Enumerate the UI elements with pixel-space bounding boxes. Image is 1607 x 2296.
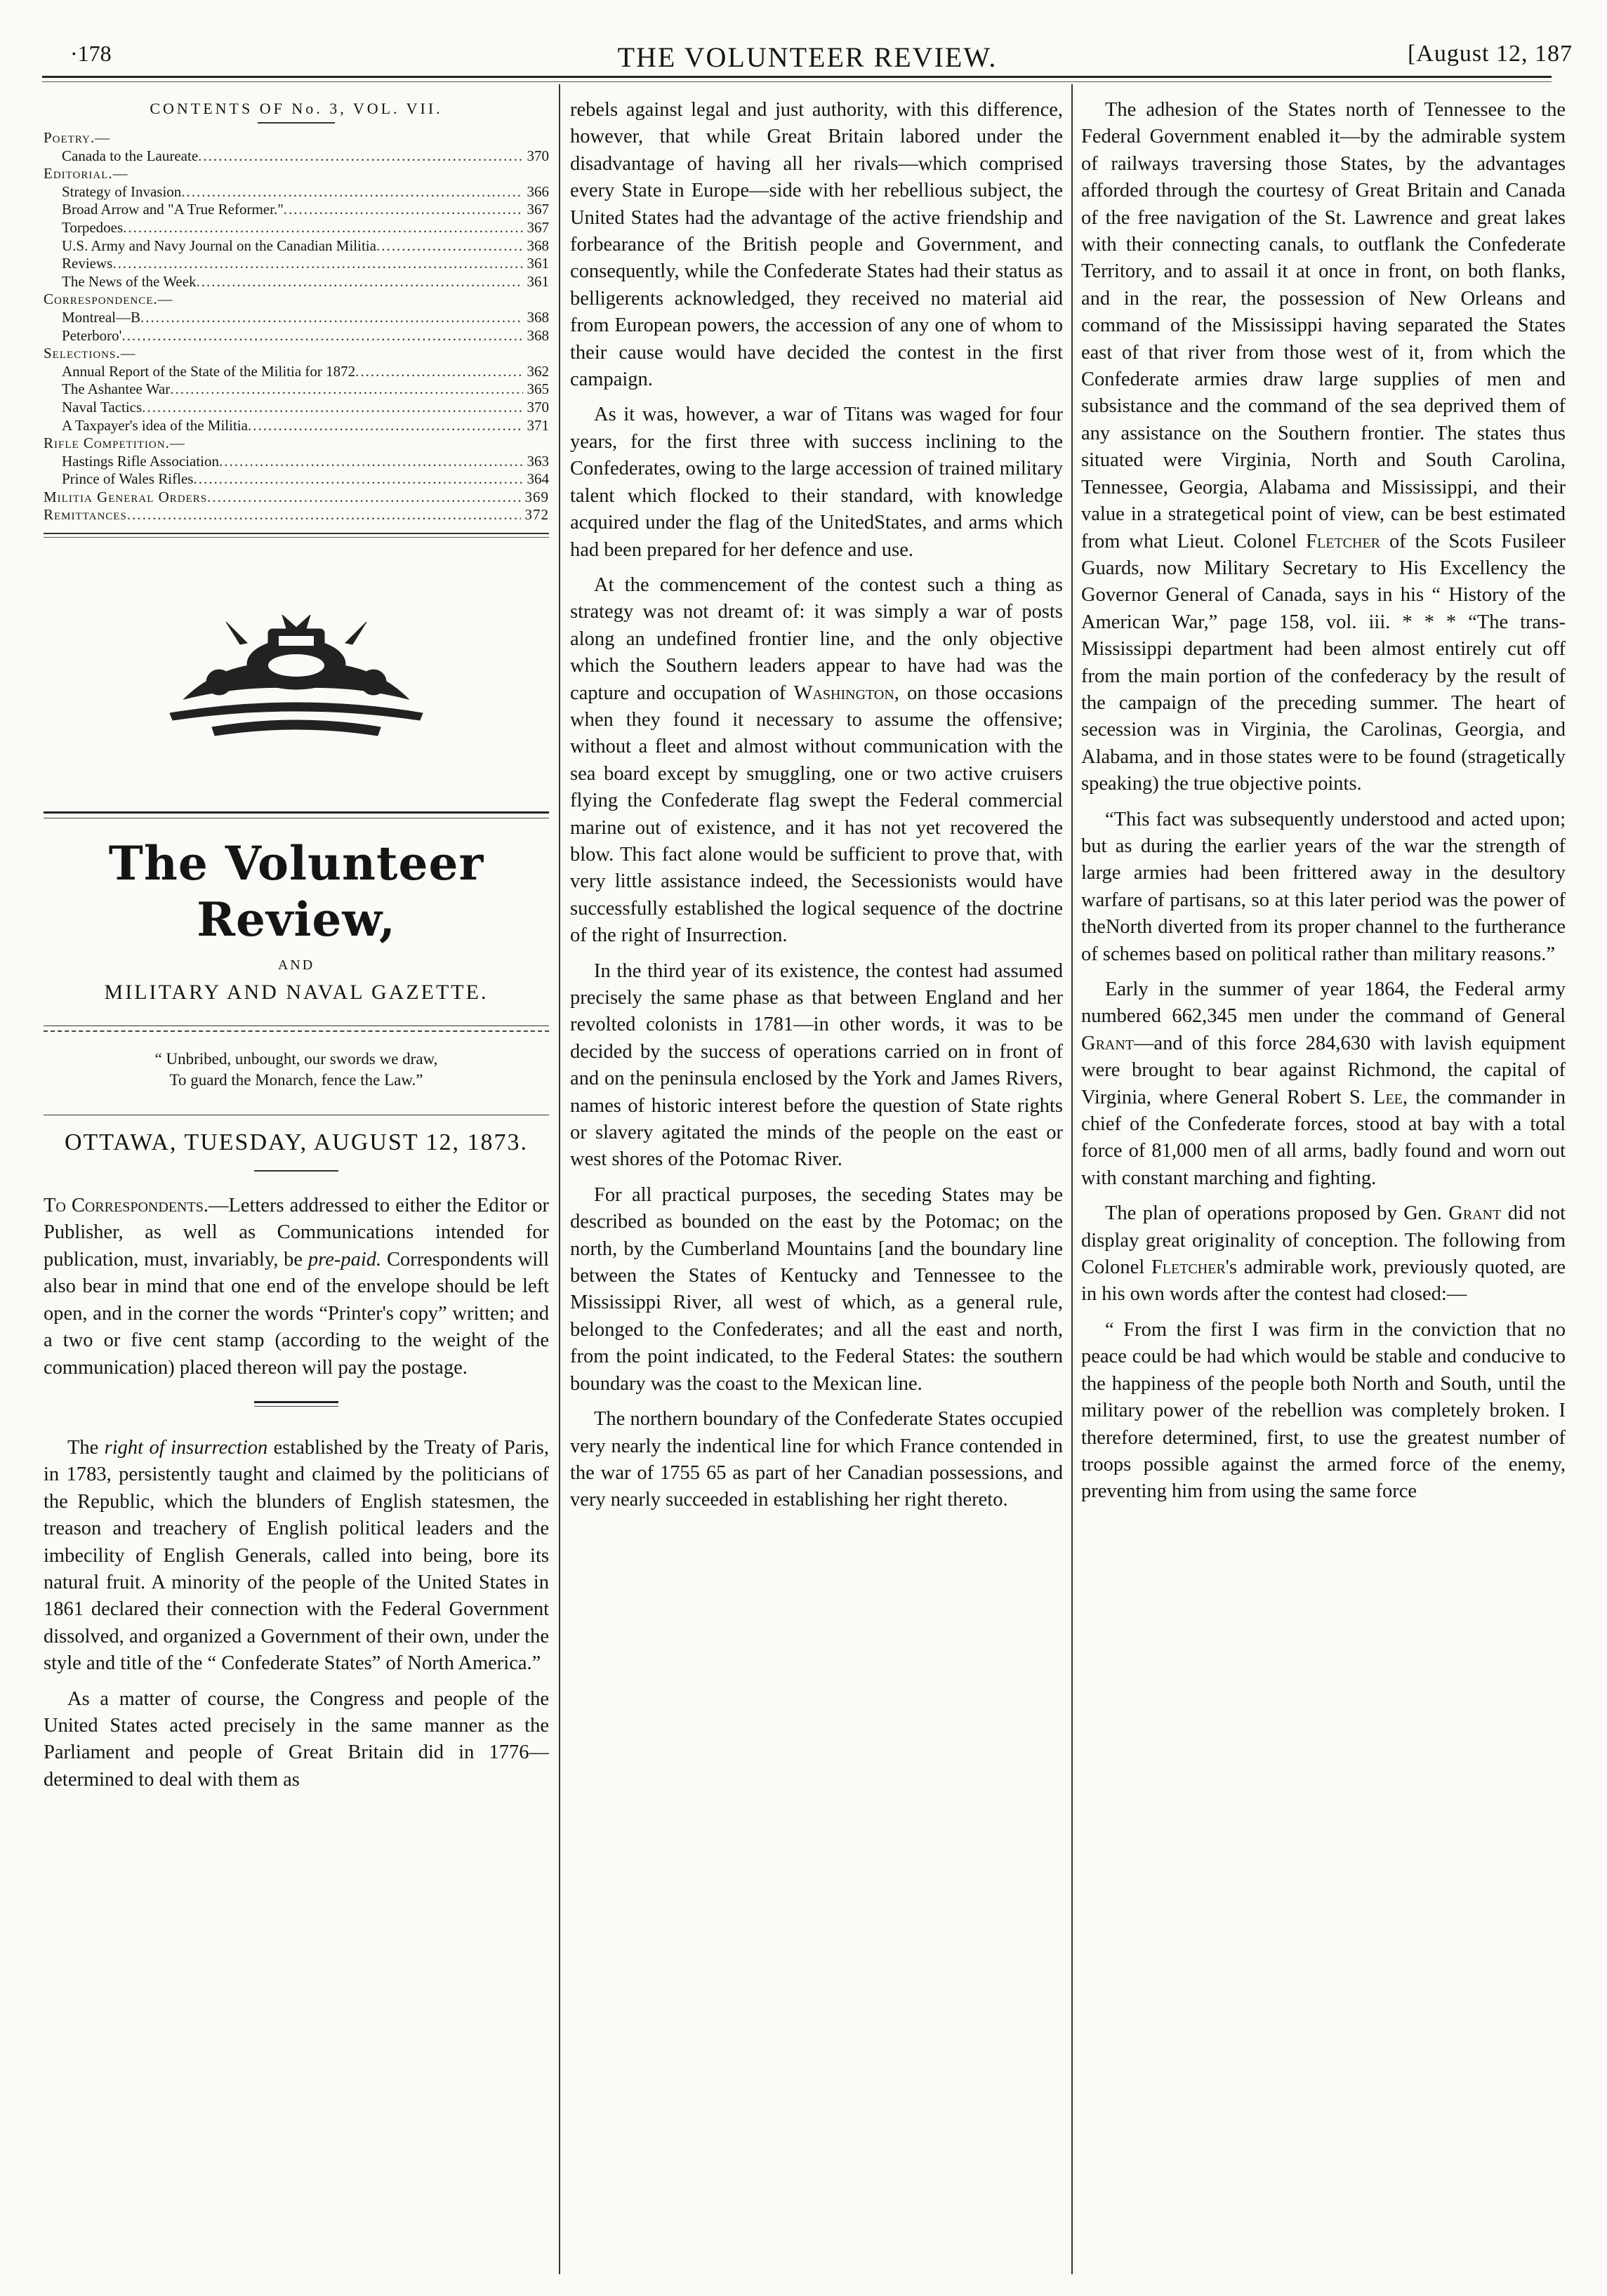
masthead-title: The Volunteer Review, [108, 836, 484, 948]
masthead [44, 811, 549, 1172]
contents-section-heading: Selections.— [44, 345, 136, 362]
contents-page-number: 361 [527, 255, 549, 272]
masthead-subtitle: MILITARY AND NAVAL GAZETTE. [104, 981, 489, 1004]
masthead-and: AND [277, 957, 315, 974]
contents-page-number: 369 [524, 488, 549, 505]
contents-leader-dots [193, 470, 522, 489]
contents-entry [44, 380, 549, 399]
contents-leader-dots [219, 453, 523, 471]
contents-entry-title: Prince of Wales Rifles [62, 470, 194, 488]
text-run: The plan of operations proposed by Gen. [1105, 1202, 1449, 1225]
article-paragraph: rebels against legal and just authority, with this difference, however, that while Great Britain labored under the disadvantage of having all her rivals—which comprised every State in Europe—side with her rebellious subject, the United States had the advantage of the active friendship and forbearance of the British people and Government, and consequently, while the Confederate States had their status as belligerents acknowledged, they received no material aid from European powers, the accession of any one of whom to their cause would have decided the contest in the first campaign. [570, 99, 1063, 391]
contents-entry [44, 453, 549, 471]
contents-entry [44, 147, 549, 166]
article-paragraph [570, 572, 1063, 950]
contents-page-number: 363 [527, 452, 549, 470]
contents-page-number: 367 [527, 201, 549, 218]
dateline: OTTAWA, TUESDAY, AUGUST 12, 1873. [64, 1129, 529, 1156]
dateline-short-rule [254, 1170, 338, 1172]
contents-leader-dots [112, 255, 522, 273]
issue-date: [August 12, 187 [1407, 41, 1573, 67]
column-3 [1081, 97, 1566, 2238]
running-title: THE VOLUNTEER REVIEW. [617, 41, 998, 73]
contents-entry [44, 237, 549, 256]
small-caps-run: Grant [1081, 1032, 1135, 1054]
contents-entry-title: The Ashantee War [62, 380, 171, 398]
small-caps-run: Grant [1448, 1202, 1502, 1225]
article-paragraph: As a matter of course, the Congress and people of the United States acted precisely in the same manner as the Parliament and people of Great Britain did in 1776—determined to deal with them as [44, 1687, 549, 1791]
text-run: , the commander in chief of the Confederate forces, stood at bay with a total force of 81,000 men of all arms, badly found and worn out with constant marching and fighting. [1081, 1086, 1566, 1189]
text-run: Early in the summer of year 1864, the Federal army numbered 662,345 men under the command of General [1081, 978, 1566, 1028]
contents-page-number: 364 [527, 470, 549, 488]
contents-end-rule-thin [44, 537, 549, 538]
contents-leader-dots [198, 147, 522, 166]
article-paragraph [44, 1435, 549, 1678]
contents-entry-title: U.S. Army and Navy Journal on the Canadian Militia [62, 237, 376, 254]
article-paragraph: “ From the first I was firm in the conviction that no peace could be had which would be stable and conducive to the happiness of the people both North and South, until the military power of the rebellion was completely broken. I therefore determined, first, to use the greatest number of troops possible against the armed force of the enemy, preventing him from using the same force [1081, 1318, 1566, 1503]
contents-entry [44, 327, 549, 345]
text-run: —and of this force 284,630 with lavish equipment were brought to bear against Richmond, the capital of Virginia, where General Robert S. [1081, 1032, 1566, 1108]
contents-leader-dots [248, 417, 523, 435]
crest-emblem-icon [142, 615, 451, 748]
article-paragraph: For all practical purposes, the seceding States may be described as bounded on the east by the Potomac; on the north, by the Cumberland Mountains [and the boundary line between the States of Kentucky and Tennessee to the Mississippi River, all west of which, as a general rule, belonged to the Confederates; and all the east and north, from the point indicated, to the Federal States: the southern boundary was the coast to the Mexican line. [570, 1183, 1063, 1395]
contents-entry-title: Canada to the Laureate [62, 147, 199, 164]
masthead-rule [44, 811, 549, 814]
contents-leader-dots [181, 183, 522, 201]
contents-leader-dots [123, 219, 522, 237]
notice-emphasis: pre-paid. [307, 1248, 382, 1270]
article-paragraph: The northern boundary of the Confederate States occupied very nearly the indentical line for which France contended in the war of 1755 65 as part of her Canadian possessions, and very nearly succeeded in establishing her right thereto. [570, 1408, 1063, 1511]
column-rule-1 [559, 84, 560, 2274]
header-rule-thin [42, 81, 1552, 82]
contents-page-number: 365 [527, 380, 549, 398]
contents-leader-dots [127, 506, 521, 524]
contents-section-heading: Editorial.— [44, 165, 128, 183]
contents-leader-dots [142, 399, 522, 417]
contents-page-number: 368 [527, 308, 549, 326]
article-paragraph [1081, 1200, 1566, 1308]
small-caps-run: Fletcher [1306, 530, 1381, 552]
text-run: At the commencement of the contest such a thing as strategy was not dreamt of: it was simply a war of posts along an undefined frontier line, and the only objective which the Southern leaders appear to have had was the capture and occupation of [570, 573, 1063, 704]
small-caps-run: Lee [1373, 1086, 1403, 1108]
contents-page-number: 362 [527, 362, 549, 380]
contents-entry-title: Remittances [44, 506, 127, 524]
text-run: established by the Treaty of Paris, in 1783, persistently taught and claimed by the politicians of the Republic, which the blunders of English statesmen, the treason and treachery of English political leaders and the imbecility of English Generals, called into being, bore its natural fruit. A minority of the people of the United States in 1861 declared their connection with the Federal Government dissolved, and organized a Government of their own, under the style and title of the “ Confederate States” of North America.” [44, 1436, 549, 1675]
emphasis-run: right of insurrection [104, 1436, 268, 1459]
contents-leader-dots [355, 363, 522, 381]
text-run: , on those occasions when they found it necessary to assume the offensive; without a fleet and almost without communication with the sea board except by smuggling, one or two active cruisers flying the Confederate flag swept the Federal commercial marine out of existence, and it has not yet recovered the blow. This fact alone would be sufficient to prove that, with very little assistance indeed, the Secessionists would have successfully established the logical sequence of the doctrine of the right of Insurrection. [570, 682, 1063, 947]
contents-entry-title: Militia General Orders [44, 488, 208, 505]
contents-title: CONTENTS OF No. 3, VOL. VII. [150, 100, 443, 117]
page-number: ·178 [70, 41, 112, 66]
text-run: The [67, 1436, 105, 1459]
contents-entry-title: Torpedoes [62, 218, 124, 236]
contents-entry-title: Strategy of Invasion [62, 183, 182, 200]
contents-entry-title: Montreal—B [62, 308, 140, 326]
contents-entry-title: A Taxpayer's idea of the Militia [62, 416, 248, 434]
contents-section-heading: Poetry.— [44, 129, 111, 146]
contents-page-number: 370 [527, 147, 549, 164]
contents-entry [44, 183, 549, 201]
contents-page-number: 372 [524, 506, 549, 524]
contents-leader-dots [207, 489, 520, 507]
motto-line-2: To guard the Monarch, fence the Law.” [169, 1071, 423, 1089]
contents-leader-dots [140, 309, 523, 327]
contents-page-number: 368 [527, 237, 549, 254]
contents-entry [44, 399, 549, 417]
article-paragraph: In the third year of its existence, the contest had assumed precisely the same phase as that between England and her revolted colonists in 1781—in other words, it was to be decided by the success of operations carried on in front of and on the peninsula enclosed by the York and James Rivers, names of historic interest before the question of State rights or slavery agitated the minds of the people on the east or west shores of the Potomac River. [570, 960, 1063, 1171]
contents-section-heading [44, 489, 549, 507]
motto-line-1: “ Unbribed, unbought, our swords we draw, [154, 1050, 438, 1068]
article-paragraph [1081, 97, 1566, 798]
article-paragraph: As it was, however, a war of Titans was waged for four years, for the first three with success inclining to the Confederates, owing to the large accession of trained military talent which flocked to their standard, with knowledge acquired under the flag of the UnitedStates, and arms which had been prepared for her defence and use. [570, 404, 1063, 561]
page-header [28, 35, 1587, 73]
contents-entry-title: The News of the Week [62, 272, 197, 290]
notice-rule [254, 1401, 338, 1403]
masthead-motto [58, 1049, 535, 1091]
contents-list [44, 129, 549, 524]
contents-leader-dots [197, 273, 523, 291]
contents-entry [44, 255, 549, 273]
small-caps-run: Washington [793, 682, 894, 704]
contents-leader-dots [376, 237, 523, 256]
contents-page-number: 366 [527, 183, 549, 200]
notice-text-2: Correspondents will also bear in mind that one end of the envelope should be left open, and in the corner the words “Printer's copy” written; and a two or five cent stamp (according to the weight of the communication) placed thereon will pay the postage. [44, 1248, 549, 1379]
contents-end-rule [44, 533, 549, 534]
contents-entry [44, 219, 549, 237]
article-paragraph: “This fact was subsequently understood and acted upon; but as during the earlier years of the war the strength of large armies had been frittered away in the desultory warfare of partisans, so at this later period was the power of theNorth diverted from its proper channel to the furtherance of schemes based on political rather than military reasons.” [1081, 808, 1566, 965]
contents-page-number: 367 [527, 218, 549, 236]
contents-page-number: 370 [527, 398, 549, 416]
contents-rule [258, 122, 335, 124]
column-rule-2 [1071, 84, 1073, 2274]
contents-entry-title: Annual Report of the State of the Militia for 1872 [62, 362, 356, 380]
article-paragraph [1081, 976, 1566, 1192]
contents-entry [44, 273, 549, 291]
contents-entry-title: Broad Arrow and "A True Reformer." [62, 201, 284, 218]
contents-entry [44, 363, 549, 381]
text-run: The adhesion of the States north of Tennessee to the Federal Government enabled it—by the admirable system of railways traversing those States, by the advantages afforded through the courtesy of Great Britain and Canada of the free navigation of the St. Lawrence and great lakes with their connecting canals, to outflank the Confederate Territory, and to assail it at once in front, on both flanks, and in the rear, the possession of New Orleans and command of the Mississippi having separated the States east of that river from those west of it, from which the Confederate armies draw large supplies of men and subsistance and the command of the sea deprived them of any assistance on the Southern frontier. The states thus situated were Virginia, North and South Carolina, Tennessee, Georgia, Alabama and Mississippi, and their value in a strategetical point of view, can be best estimated from what Lieut. Colonel [1081, 99, 1566, 552]
text-run: did not display great originality of conception. The following from Colonel [1081, 1202, 1566, 1279]
column-2 [570, 97, 1063, 2238]
contents-entry-title: Naval Tactics [62, 398, 143, 416]
contents-entry [44, 201, 549, 219]
contents-entry [44, 417, 549, 435]
contents-section-heading: Rifle Competition.— [44, 434, 185, 452]
small-caps-run: Fletcher [1151, 1256, 1226, 1279]
contents-entry-title: Reviews [62, 255, 113, 272]
header-rule [42, 76, 1552, 78]
notice-rule-thin [254, 1406, 338, 1407]
contents-entry [44, 470, 549, 489]
contents-entry-title: Hastings Rifle Association [62, 452, 219, 470]
contents-leader-dots [170, 380, 522, 399]
text-run: 's admirable work, previously quoted, are in his own words after the contest had closed:— [1081, 1256, 1566, 1306]
contents-entry-title: Peterboro' [62, 326, 122, 344]
contents-page-number: 368 [527, 326, 549, 344]
motto-rule-dashed [44, 1030, 549, 1032]
contents-leader-dots [284, 201, 523, 219]
contents-page-number: 371 [527, 416, 549, 434]
contents-section-heading [44, 506, 549, 524]
correspondents-notice [44, 1193, 549, 1381]
column-1 [44, 97, 549, 2266]
contents-page-number: 361 [527, 272, 549, 290]
contents-section-heading: Correspondence.— [44, 291, 173, 308]
notice-lead: To Correspondents. [44, 1195, 209, 1217]
contents-entry [44, 309, 549, 327]
contents-leader-dots [121, 327, 522, 345]
text-run: of the Scots Fusileer Guards, now Military Secretary to His Excellency the Governor General of Canada, says in his “ History of the American War,” page 158, vol. iii. * * * “The trans-Mississippi department had been almost entirely cut off from the main portion of the confederacy by the result of the campaign of the preceding summer. The heart of secession was in Virginia, the Carolinas, Georgia, and Alabama, and in those states were to be found (stragetically speaking) the true objective points. [1081, 530, 1566, 795]
notice-text-1: —Letters addressed to either the Editor or Publisher, as well as Communications intended for publication, must, invariably, be [44, 1195, 549, 1270]
